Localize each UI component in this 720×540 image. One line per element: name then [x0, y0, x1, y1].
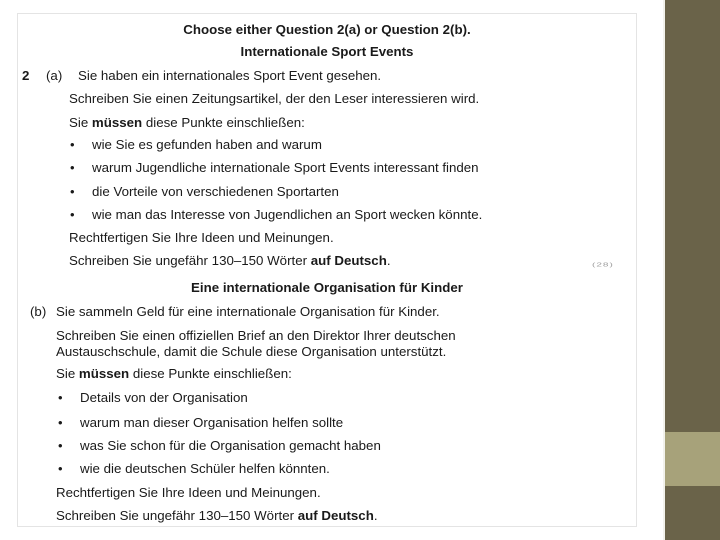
bullet-icon: • — [70, 160, 75, 175]
question-b-intro: Sie sammeln Geld für eine internationale Organisation für Kinder. — [56, 304, 440, 319]
question-a-point-1: wie Sie es gefunden haben and warum — [92, 137, 322, 152]
section-b-title: Eine internationale Organisation für Kinder — [191, 280, 463, 295]
question-b-point-1: Details von der Organisation — [80, 390, 248, 405]
question-b-point-3: was Sie schon für die Organisation gemacht haben — [80, 438, 381, 453]
question-b-label: (b) — [30, 304, 47, 319]
question-a-point-4: wie man das Interesse von Jugendlichen an Sport wecken könnte. — [92, 207, 483, 222]
bullet-icon: • — [70, 207, 75, 222]
bullet-icon: • — [58, 415, 63, 430]
question-a-intro: Sie haben ein internationales Sport Event gesehen. — [78, 68, 382, 83]
choose-instruction: Choose either Question 2(a) or Question 2(b). — [183, 22, 471, 37]
question-b-point-2: warum man dieser Organisation helfen sollte — [80, 415, 344, 430]
bullet-icon: • — [70, 137, 75, 152]
question-a-task: Schreiben Sie einen Zeitungsartikel, der den Leser interessieren wird. — [69, 91, 480, 106]
question-a-justify: Rechtfertigen Sie Ihre Ideen und Meinungen. — [69, 230, 334, 245]
slide-side-divider — [663, 0, 665, 540]
question-b-justify: Rechtfertigen Sie Ihre Ideen und Meinungen. — [56, 485, 321, 500]
question-a-point-3: die Vorteile von verschiedenen Sportarten — [92, 184, 339, 199]
slide-side-accent — [665, 432, 720, 486]
section-a-title: Internationale Sport Events — [240, 44, 414, 59]
question-b-point-4: wie die deutschen Schüler helfen könnten. — [80, 461, 330, 476]
bullet-icon: • — [58, 461, 63, 476]
question-a-word-count: Schreiben Sie ungefähr 130–150 Wörter auf Deutsch. — [69, 253, 391, 268]
bullet-icon: • — [70, 184, 75, 199]
question-a-point-2: warum Jugendliche internationale Sport Events interessant finden — [92, 160, 479, 175]
question-b-word-count: Schreiben Sie ungefähr 130–150 Wörter auf Deutsch. — [56, 508, 378, 523]
question-b-must-line: Sie müssen diese Punkte einschließen: — [56, 366, 292, 381]
question-number: 2 — [22, 68, 30, 83]
question-a-label: (a) — [46, 68, 63, 83]
bullet-icon: • — [58, 438, 63, 453]
question-a-must-line: Sie müssen diese Punkte einschließen: — [69, 115, 305, 130]
question-b-task-line-2: Austauschschule, damit die Schule diese Organisation unterstützt. — [56, 344, 447, 359]
bullet-icon: • — [58, 390, 63, 405]
question-b-task-line-1: Schreiben Sie einen offiziellen Brief an den Direktor Ihrer deutschen — [56, 328, 456, 343]
exam-page — [18, 14, 636, 526]
question-a-marks: (28) — [592, 262, 614, 269]
